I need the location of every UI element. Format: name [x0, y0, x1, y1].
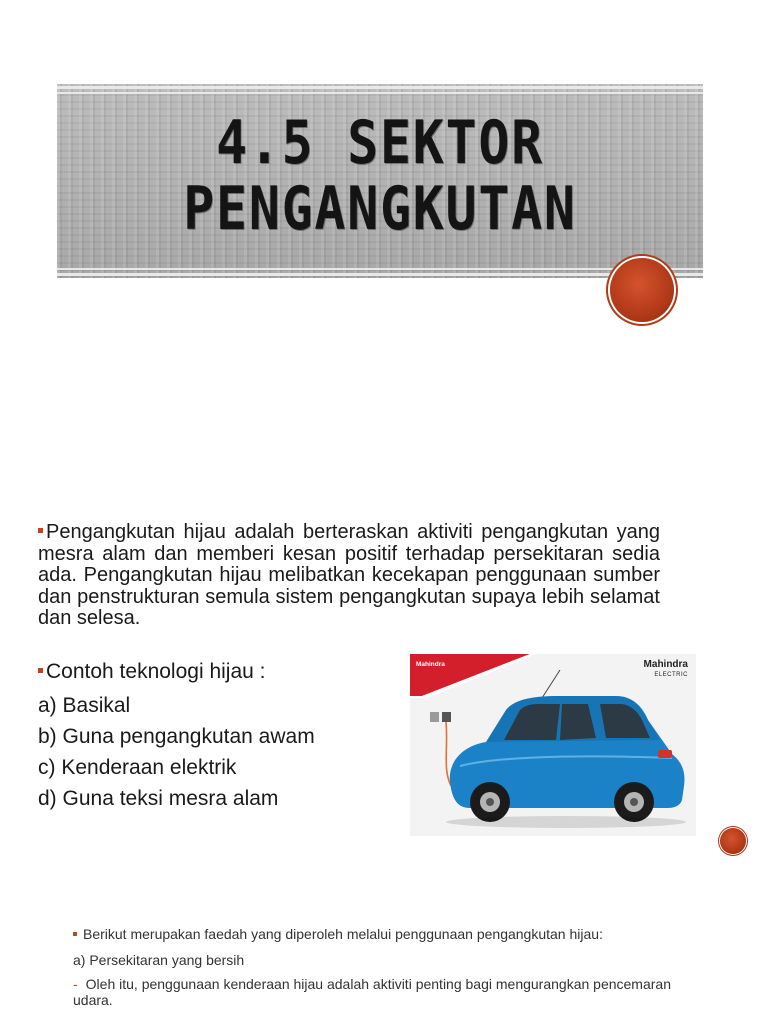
title-banner	[57, 84, 703, 278]
paragraph-text	[38, 522, 660, 630]
list-item: d) Guna teksi mesra alam	[38, 787, 279, 810]
list-item: a) Basikal	[38, 694, 131, 717]
decorative-circle-icon	[720, 828, 746, 854]
banner-stripe	[57, 86, 703, 89]
electric-car-image	[410, 654, 696, 836]
electric-car-illustration	[410, 654, 696, 836]
contoh-heading	[38, 660, 266, 684]
faedah-bullet-text: Berikut merupakan faedah yang diperoleh melalui penggunaan pengangkutan hijau:	[83, 926, 603, 942]
slide-title: 4.5 SEKTOR PENGANGKUTAN	[183, 108, 577, 244]
faedah-section	[73, 926, 693, 1008]
banner-stripe	[57, 273, 703, 276]
contoh-label: Contoh teknologi hijau :	[46, 660, 266, 683]
paragraph-body: Pengangkutan hijau adalah berteraskan aktiviti pengangkutan yang mesra alam dan memberi kesan positif terhadap persekitaran sedia ada. Pengangkutan hijau melibatkan kecekapan penggunaan sumber dan penstrukturan semula sistem pengangkutan supaya lebih selamat dan selesa.	[38, 521, 660, 629]
banner-stripe	[57, 92, 703, 94]
decorative-circle-icon	[610, 258, 674, 322]
bullet-square-icon	[38, 668, 43, 673]
brand-name: Mahindra	[643, 659, 688, 670]
list-item: c) Kenderaan elektrik	[38, 756, 237, 779]
technology-list	[38, 690, 315, 814]
faedah-item-a: a) Persekitaran yang bersih	[73, 952, 245, 968]
faedah-bullet	[73, 926, 693, 942]
faedah-dash-item	[73, 976, 693, 1008]
faedah-dash-text: Oleh itu, penggunaan kenderaan hijau adalah aktiviti penting bagi mengurangkan pencemaran udara.	[73, 976, 671, 1008]
list-item: b) Guna pengangkutan awam	[38, 725, 315, 748]
paragraph-block	[38, 522, 660, 630]
brand-left-label: Mahindra	[416, 661, 445, 668]
brand-logo	[644, 660, 688, 680]
bullet-square-icon	[73, 932, 77, 936]
banner-stripe	[57, 268, 703, 270]
bullet-square-icon	[38, 528, 43, 533]
brand-sub: ELECTRIC	[654, 672, 688, 678]
dash-marker: -	[73, 976, 78, 992]
